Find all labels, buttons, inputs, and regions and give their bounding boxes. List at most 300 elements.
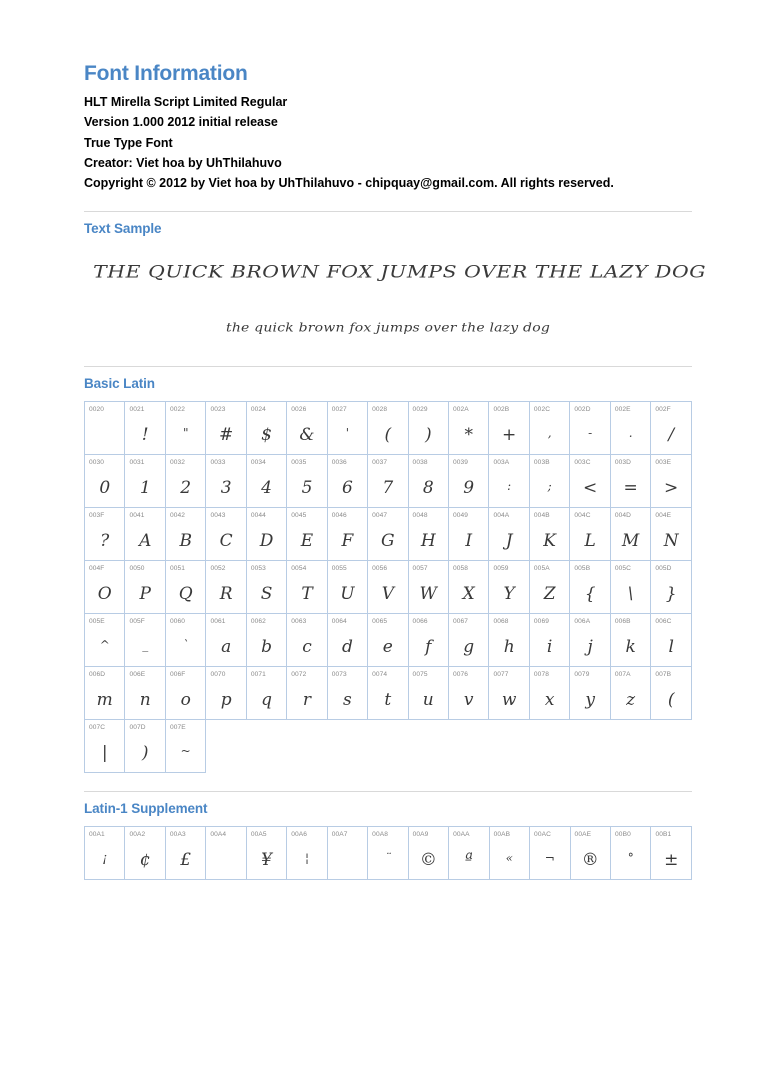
glyph-preview: <	[583, 477, 598, 498]
glyph-cell[interactable]	[246, 667, 286, 720]
glyph-cell[interactable]	[408, 614, 448, 667]
glyph-codepoint: 0054	[291, 565, 307, 573]
glyph-codepoint: 004C	[574, 512, 591, 520]
glyph-cell[interactable]	[85, 508, 125, 561]
glyph-preview: 7	[382, 477, 394, 498]
glyph-row	[85, 827, 692, 880]
glyph-preview: K	[543, 530, 556, 551]
glyph-cell[interactable]	[165, 455, 205, 508]
glyph-preview: Q	[178, 583, 193, 604]
glyph-preview: :	[507, 478, 512, 493]
glyph-codepoint: 004F	[89, 565, 105, 573]
glyph-cell[interactable]	[206, 667, 246, 720]
font-name-line: HLT Mirella Script Limited Regular	[84, 95, 288, 110]
glyph-cell[interactable]	[246, 561, 286, 614]
glyph-codepoint: 00AC	[534, 831, 551, 839]
glyph-cell[interactable]	[85, 561, 125, 614]
glyph-preview: J	[505, 530, 513, 551]
glyph-cell[interactable]	[165, 827, 205, 880]
font-information-header	[84, 62, 692, 193]
glyph-preview: b	[261, 636, 273, 657]
glyph-preview: r	[302, 689, 312, 710]
glyph-cell[interactable]	[246, 402, 286, 455]
glyph-codepoint: 0068	[493, 618, 509, 626]
glyph-cell[interactable]	[448, 455, 488, 508]
glyph-preview: m	[96, 689, 113, 710]
glyph-preview: ©	[419, 849, 437, 870]
glyph-cell[interactable]	[125, 508, 165, 561]
glyph-codepoint: 00A9	[412, 831, 429, 839]
glyph-codepoint: 0045	[291, 512, 307, 520]
glyph-cell[interactable]	[529, 561, 569, 614]
glyph-cell[interactable]	[489, 614, 529, 667]
glyph-codepoint: 0062	[250, 618, 266, 626]
glyph-cell[interactable]	[570, 827, 610, 880]
glyph-cell[interactable]	[206, 827, 246, 880]
glyph-preview: f	[425, 636, 432, 657]
glyph-row	[85, 614, 692, 667]
glyph-codepoint: 0074	[372, 671, 388, 679]
glyph-cell[interactable]	[489, 667, 529, 720]
glyph-preview: /	[668, 424, 675, 445]
glyph-preview: =	[623, 477, 638, 498]
glyph-cell[interactable]	[489, 508, 529, 561]
glyph-cell[interactable]	[448, 667, 488, 720]
glyph-preview: £	[180, 849, 192, 870]
glyph-preview: W	[419, 583, 437, 604]
glyph-preview: ±	[664, 849, 679, 870]
glyph-cell[interactable]	[489, 455, 529, 508]
glyph-cell[interactable]	[165, 402, 205, 455]
glyph-codepoint: 0060	[169, 618, 186, 626]
glyph-cell[interactable]	[368, 508, 408, 561]
glyph-codepoint: 0029	[412, 406, 428, 414]
glyph-cell[interactable]	[287, 667, 327, 720]
glyph-cell[interactable]	[206, 508, 246, 561]
glyph-preview: n	[139, 689, 151, 710]
glyph-preview: °	[627, 850, 634, 865]
glyph-preview: o	[180, 689, 191, 710]
glyph-codepoint: 0022	[169, 406, 186, 414]
glyph-cell[interactable]	[570, 402, 610, 455]
section-divider	[84, 366, 692, 367]
uppercase-pangram: THE QUICK BROWN FOX JUMPS OVER THE LAZY DOG	[93, 262, 707, 282]
glyph-preview: D	[259, 530, 274, 551]
glyph-cell[interactable]	[408, 561, 448, 614]
glyph-codepoint: 0065	[372, 618, 388, 626]
glyph-cell[interactable]	[287, 561, 327, 614]
glyph-preview: 0	[99, 477, 111, 498]
glyph-cell[interactable]	[327, 614, 367, 667]
glyph-cell[interactable]	[448, 402, 488, 455]
glyph-cell[interactable]	[610, 561, 650, 614]
glyph-codepoint: 0020	[89, 406, 105, 414]
glyph-codepoint: 0038	[412, 459, 428, 467]
glyph-codepoint: 00AE	[574, 831, 592, 839]
latin1-supplement-rows	[85, 827, 692, 880]
glyph-cell[interactable]	[327, 402, 367, 455]
glyph-codepoint: 0059	[493, 565, 509, 573]
font-format-line: True Type Font	[84, 135, 173, 150]
glyph-codepoint: 0078	[533, 671, 549, 679]
glyph-preview: `	[182, 637, 189, 652]
font-version-line: Version 1.000 2012 initial release	[84, 115, 278, 130]
glyph-preview: E	[300, 530, 314, 551]
glyph-row	[85, 561, 692, 614]
glyph-cell[interactable]	[368, 614, 408, 667]
glyph-codepoint: 007A	[614, 671, 631, 679]
glyph-cell[interactable]	[125, 827, 165, 880]
glyph-preview: '	[345, 425, 350, 440]
glyph-preview: s	[343, 689, 352, 710]
glyph-preview: q	[261, 689, 273, 710]
glyph-preview: w	[501, 689, 517, 710]
glyph-preview: \	[627, 583, 634, 604]
glyph-row	[85, 720, 692, 773]
glyph-cell[interactable]	[246, 614, 286, 667]
glyph-preview: 5	[301, 477, 313, 498]
glyph-codepoint: 0027	[331, 406, 347, 414]
glyph-codepoint: 006E	[129, 671, 146, 679]
glyph-cell[interactable]	[368, 827, 408, 880]
glyph-preview: }	[665, 583, 677, 604]
glyph-preview: &	[299, 424, 315, 445]
glyph-codepoint: 00A8	[372, 831, 388, 839]
glyph-codepoint: 007B	[655, 671, 672, 679]
glyph-cell[interactable]	[125, 561, 165, 614]
glyph-cell[interactable]	[287, 455, 327, 508]
glyph-codepoint: 00A2	[129, 831, 146, 839]
glyph-preview: ^	[99, 637, 110, 652]
glyph-preview: 2	[180, 477, 192, 498]
glyph-preview: F	[341, 530, 354, 551]
glyph-codepoint: 0026	[291, 406, 307, 414]
glyph-codepoint: 00B0	[615, 831, 631, 839]
glyph-cell[interactable]	[449, 827, 489, 880]
glyph-codepoint: 0030	[89, 459, 105, 467]
glyph-cell[interactable]	[448, 561, 488, 614]
glyph-preview: 8	[422, 477, 434, 498]
glyph-cell[interactable]	[651, 561, 692, 614]
glyph-cell[interactable]	[327, 455, 367, 508]
glyph-cell[interactable]	[327, 667, 367, 720]
glyph-cell[interactable]	[165, 720, 205, 773]
glyph-cell[interactable]	[651, 508, 692, 561]
glyph-preview: "	[182, 425, 189, 440]
glyph-cell[interactable]	[165, 561, 205, 614]
glyph-preview: ª	[464, 849, 473, 870]
glyph-cell[interactable]	[327, 827, 367, 880]
glyph-codepoint: 005D	[655, 565, 672, 573]
glyph-codepoint: 0049	[452, 512, 469, 520]
glyph-preview: ~	[180, 743, 191, 758]
glyph-row	[85, 455, 692, 508]
glyph-cell[interactable]	[206, 614, 246, 667]
glyph-codepoint: 0023	[210, 406, 226, 414]
glyph-cell[interactable]	[85, 614, 125, 667]
glyph-cell[interactable]	[651, 827, 692, 880]
glyph-preview: U	[340, 583, 355, 604]
glyph-cell[interactable]	[85, 827, 125, 880]
glyph-cell[interactable]	[327, 561, 367, 614]
glyph-codepoint: 0021	[129, 406, 145, 414]
glyph-preview: ,	[547, 425, 552, 440]
glyph-preview: d	[341, 636, 353, 657]
glyph-preview: ¢	[139, 849, 151, 870]
glyph-preview: X	[462, 583, 475, 604]
glyph-preview: 3	[220, 477, 232, 498]
document-content	[84, 62, 707, 880]
glyph-codepoint: 0024	[250, 406, 266, 414]
glyph-codepoint: 00A1	[89, 831, 105, 839]
section-divider	[84, 211, 692, 212]
glyph-preview: e	[382, 636, 393, 657]
lowercase-pangram: the quick brown fox jumps over the lazy dog	[226, 321, 550, 336]
glyph-preview: 9	[463, 477, 475, 498]
glyph-cell[interactable]	[529, 455, 569, 508]
glyph-codepoint: 0041	[129, 512, 145, 520]
glyph-preview: x	[544, 689, 555, 710]
glyph-codepoint: 007E	[169, 724, 186, 732]
glyph-codepoint: 003D	[614, 459, 632, 467]
glyph-codepoint: 0032	[169, 459, 186, 467]
glyph-codepoint: 003F	[89, 512, 105, 520]
glyph-cell[interactable]	[529, 614, 569, 667]
glyph-cell[interactable]	[489, 827, 529, 880]
glyph-codepoint: 00AA	[453, 831, 470, 839]
glyph-codepoint: 0075	[412, 671, 428, 679]
glyph-codepoint: 004A	[493, 512, 510, 520]
font-creator-line: Creator: Viet hoa by UhThilahuvo	[84, 155, 282, 170]
glyph-codepoint: 00A7	[331, 831, 348, 839]
glyph-preview: L	[584, 530, 596, 551]
glyph-codepoint: 0055	[331, 565, 347, 573]
glyph-codepoint: 005B	[574, 565, 591, 573]
glyph-cell[interactable]	[570, 614, 610, 667]
glyph-cell[interactable]	[651, 402, 692, 455]
glyph-preview: Z	[543, 583, 556, 604]
glyph-cell[interactable]	[610, 614, 650, 667]
section-divider	[84, 791, 692, 792]
glyph-codepoint: 003E	[655, 459, 672, 467]
glyph-codepoint: 0050	[129, 565, 145, 573]
glyph-cell[interactable]	[368, 667, 408, 720]
glyph-preview: v	[463, 689, 474, 710]
glyph-cell[interactable]	[125, 455, 165, 508]
glyph-codepoint: 006F	[169, 671, 186, 679]
glyph-cell[interactable]	[327, 508, 367, 561]
glyph-codepoint: 0070	[210, 671, 226, 679]
glyph-cell[interactable]	[408, 455, 448, 508]
glyph-codepoint: 0037	[372, 459, 388, 467]
glyph-cell[interactable]	[85, 720, 125, 773]
glyph-cell[interactable]	[529, 508, 569, 561]
glyph-preview: !	[141, 424, 149, 445]
glyph-codepoint: 0035	[291, 459, 307, 467]
glyph-codepoint: 0072	[291, 671, 307, 679]
glyph-codepoint: 007C	[89, 724, 106, 732]
glyph-cell[interactable]	[368, 455, 408, 508]
glyph-codepoint: 0031	[129, 459, 145, 467]
glyph-preview: 6	[342, 477, 353, 498]
glyph-preview: Y	[503, 583, 515, 604]
glyph-preview: H	[420, 530, 436, 551]
glyph-preview: |	[101, 742, 108, 763]
glyph-cell[interactable]	[651, 614, 692, 667]
glyph-preview: z	[626, 689, 636, 710]
glyph-preview: (	[667, 689, 675, 710]
basic-latin-table-wrap	[84, 401, 692, 773]
glyph-preview: I	[465, 530, 473, 551]
glyph-preview: y	[585, 689, 595, 710]
glyph-cell[interactable]	[85, 402, 125, 455]
glyph-cell[interactable]	[570, 455, 610, 508]
glyph-cell[interactable]	[448, 508, 488, 561]
glyph-cell[interactable]	[287, 827, 327, 880]
glyph-preview: T	[301, 583, 313, 604]
glyph-cell[interactable]	[287, 508, 327, 561]
glyph-cell[interactable]	[570, 508, 610, 561]
glyph-codepoint: 006A	[574, 618, 591, 626]
glyph-codepoint: 0069	[533, 618, 549, 626]
glyph-preview: >	[664, 477, 679, 498]
glyph-cell[interactable]	[611, 827, 651, 880]
glyph-preview: 1	[139, 477, 151, 498]
glyph-codepoint: 0047	[372, 512, 388, 520]
glyph-cell[interactable]	[651, 667, 692, 720]
glyph-preview: .	[628, 425, 633, 440]
glyph-cell[interactable]	[408, 508, 448, 561]
glyph-cell[interactable]	[287, 614, 327, 667]
glyph-codepoint: 005C	[614, 565, 632, 573]
glyph-preview: ¦	[304, 850, 310, 865]
glyph-codepoint: 003B	[533, 459, 550, 467]
glyph-cell[interactable]	[287, 402, 327, 455]
glyph-row	[85, 402, 692, 455]
glyph-cell[interactable]	[246, 508, 286, 561]
glyph-codepoint: 006D	[89, 671, 106, 679]
glyph-preview: )	[141, 742, 149, 763]
glyph-preview: R	[219, 583, 233, 604]
glyph-codepoint: 0028	[372, 406, 388, 414]
glyph-codepoint: 007D	[129, 724, 146, 732]
text-sample-heading: Text Sample	[84, 221, 162, 237]
glyph-cell[interactable]	[206, 561, 246, 614]
basic-latin-glyph-table	[84, 401, 692, 773]
glyph-codepoint: 002B	[493, 406, 510, 414]
glyph-preview: M	[621, 530, 640, 551]
glyph-codepoint: 003A	[493, 459, 510, 467]
glyph-cell[interactable]	[368, 402, 408, 455]
glyph-cell[interactable]	[165, 614, 205, 667]
glyph-cell[interactable]	[489, 402, 529, 455]
glyph-cell[interactable]	[125, 667, 165, 720]
glyph-preview: ®	[581, 849, 599, 870]
glyph-preview: ¬	[544, 850, 555, 865]
glyph-cell[interactable]	[610, 667, 650, 720]
glyph-codepoint: 0039	[452, 459, 469, 467]
glyph-cell[interactable]	[610, 455, 650, 508]
glyph-cell[interactable]	[246, 455, 286, 508]
glyph-cell[interactable]	[408, 402, 448, 455]
glyph-preview: u	[422, 689, 434, 710]
glyph-preview: g	[463, 636, 475, 657]
basic-latin-rows	[85, 402, 692, 773]
glyph-cell[interactable]	[408, 827, 448, 880]
glyph-cell[interactable]	[529, 667, 569, 720]
glyph-cell[interactable]	[125, 402, 165, 455]
glyph-cell[interactable]	[610, 402, 650, 455]
glyph-codepoint: 0046	[331, 512, 347, 520]
glyph-cell[interactable]	[448, 614, 488, 667]
glyph-codepoint: 0079	[574, 671, 590, 679]
glyph-codepoint: 002E	[614, 406, 631, 414]
glyph-preview: j	[587, 636, 593, 657]
glyph-cell[interactable]	[570, 561, 610, 614]
glyph-codepoint: 00AB	[493, 831, 511, 839]
glyph-preview: p	[220, 689, 232, 710]
glyph-cell[interactable]	[125, 614, 165, 667]
glyph-cell[interactable]	[570, 667, 610, 720]
glyph-cell[interactable]	[530, 827, 571, 880]
glyph-preview: _	[142, 637, 149, 652]
glyph-preview: V	[381, 583, 394, 604]
glyph-cell[interactable]	[529, 402, 569, 455]
latin1-supplement-heading: Latin-1 Supplement	[84, 801, 208, 817]
glyph-cell[interactable]	[206, 402, 246, 455]
text-sample-section	[84, 211, 707, 348]
glyph-cell[interactable]	[85, 455, 125, 508]
glyph-codepoint: 002D	[574, 406, 591, 414]
glyph-codepoint: 005E	[89, 618, 105, 626]
glyph-cell[interactable]	[368, 561, 408, 614]
glyph-cell[interactable]	[165, 508, 205, 561]
glyph-preview: N	[663, 530, 679, 551]
glyph-preview: {	[584, 583, 596, 604]
glyph-codepoint: 0057	[412, 565, 428, 573]
glyph-codepoint: 00A6	[291, 831, 308, 839]
glyph-cell[interactable]	[489, 561, 529, 614]
glyph-cell[interactable]	[651, 455, 692, 508]
glyph-preview: A	[139, 530, 152, 551]
glyph-cell[interactable]	[165, 667, 205, 720]
glyph-cell[interactable]	[85, 667, 125, 720]
glyph-codepoint: 002A	[452, 406, 469, 414]
glyph-preview: a	[221, 636, 232, 657]
glyph-preview: «	[505, 850, 513, 865]
glyph-codepoint: 0061	[210, 618, 226, 626]
glyph-preview: P	[139, 583, 151, 604]
glyph-preview: G	[381, 530, 395, 551]
glyph-cell[interactable]	[408, 667, 448, 720]
glyph-codepoint: 006B	[614, 618, 631, 626]
text-sample-area	[84, 246, 707, 348]
glyph-codepoint: 003C	[574, 459, 591, 467]
glyph-preview: $	[261, 424, 272, 445]
glyph-codepoint: 002C	[533, 406, 551, 414]
glyph-codepoint: 0051	[169, 565, 186, 573]
glyph-cell[interactable]	[206, 455, 246, 508]
glyph-cell[interactable]	[610, 508, 650, 561]
glyph-codepoint: 0034	[250, 459, 266, 467]
glyph-codepoint: 0048	[412, 512, 428, 520]
glyph-preview: +	[502, 424, 517, 445]
glyph-codepoint: 004D	[614, 512, 632, 520]
glyph-preview: ¨	[384, 850, 391, 865]
glyph-cell[interactable]	[125, 720, 165, 773]
glyph-codepoint: 0042	[169, 512, 186, 520]
glyph-cell[interactable]	[246, 827, 286, 880]
